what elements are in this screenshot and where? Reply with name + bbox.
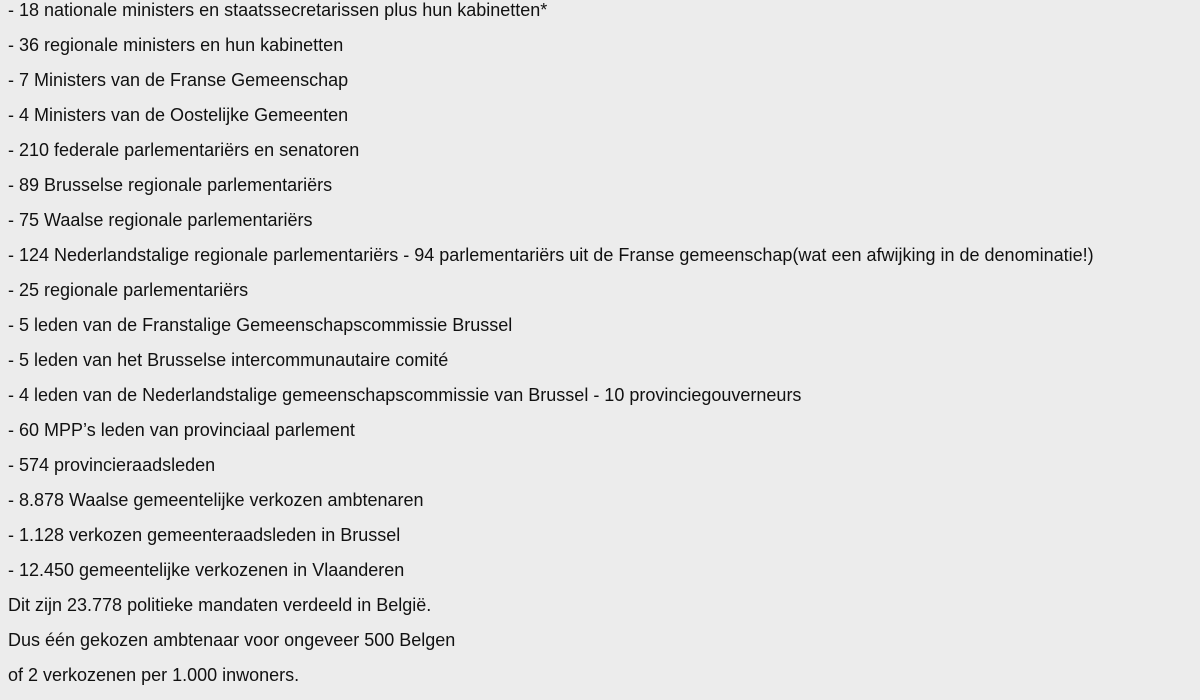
text-line-provincial-council: - 574 provincieraadsleden [8, 455, 216, 475]
summary-per-thousand-line: of 2 verkozenen per 1.000 inwoners. [8, 665, 300, 685]
text-line-flanders-municipal: - 12.450 gemeentelijke verkozenen in Vlaanderen [8, 560, 405, 580]
text-line-ministers-regional: - 36 regionale ministers en hun kabinetten [8, 35, 344, 55]
text-line-brussels-committee: - 5 leden van het Brusselse intercommunautaire comité [8, 350, 449, 370]
text-line-federal-parliament: - 210 federale parlementariërs en senatoren [8, 140, 360, 160]
text-line-ministers-eastern: - 4 Ministers van de Oostelijke Gemeenten [8, 105, 349, 125]
text-line-flemish-french-parliament: - 124 Nederlandstalige regionale parlementariërs - 94 parlementariërs uit de Franse gemeenschap(wat een afwijking in de denominatie!) [8, 245, 1094, 265]
text-line-walloon-parliament: - 75 Waalse regionale parlementariërs [8, 210, 313, 230]
text-line-vgc-governors: - 4 leden van de Nederlandstalige gemeenschapscommissie van Brussel - 10 provinciegouverneurs [8, 385, 802, 405]
text-line-brussels-municipal: - 1.128 verkozen gemeenteraadsleden in Brussel [8, 525, 401, 545]
text-line-provincial-mpp: - 60 MPP’s leden van provinciaal parlement [8, 420, 355, 440]
summary-total-line: Dit zijn 23.778 politieke mandaten verdeeld in België. [8, 595, 432, 615]
text-line-walloon-municipal: - 8.878 Waalse gemeentelijke verkozen ambtenaren [8, 490, 424, 510]
text-line-brussels-parliament: - 89 Brusselse regionale parlementariërs [8, 175, 333, 195]
summary-ratio-line: Dus één gekozen ambtenaar voor ongeveer 500 Belgen [8, 630, 456, 650]
text-line-cocof-brussels: - 5 leden van de Franstalige Gemeenschapscommissie Brussel [8, 315, 513, 335]
text-line-ministers-french-community: - 7 Ministers van de Franse Gemeenschap [8, 70, 349, 90]
text-line-ministers-national: - 18 nationale ministers en staatssecretarissen plus hun kabinetten* [8, 0, 548, 20]
text-line-regional-parliament: - 25 regionale parlementariërs [8, 280, 249, 300]
